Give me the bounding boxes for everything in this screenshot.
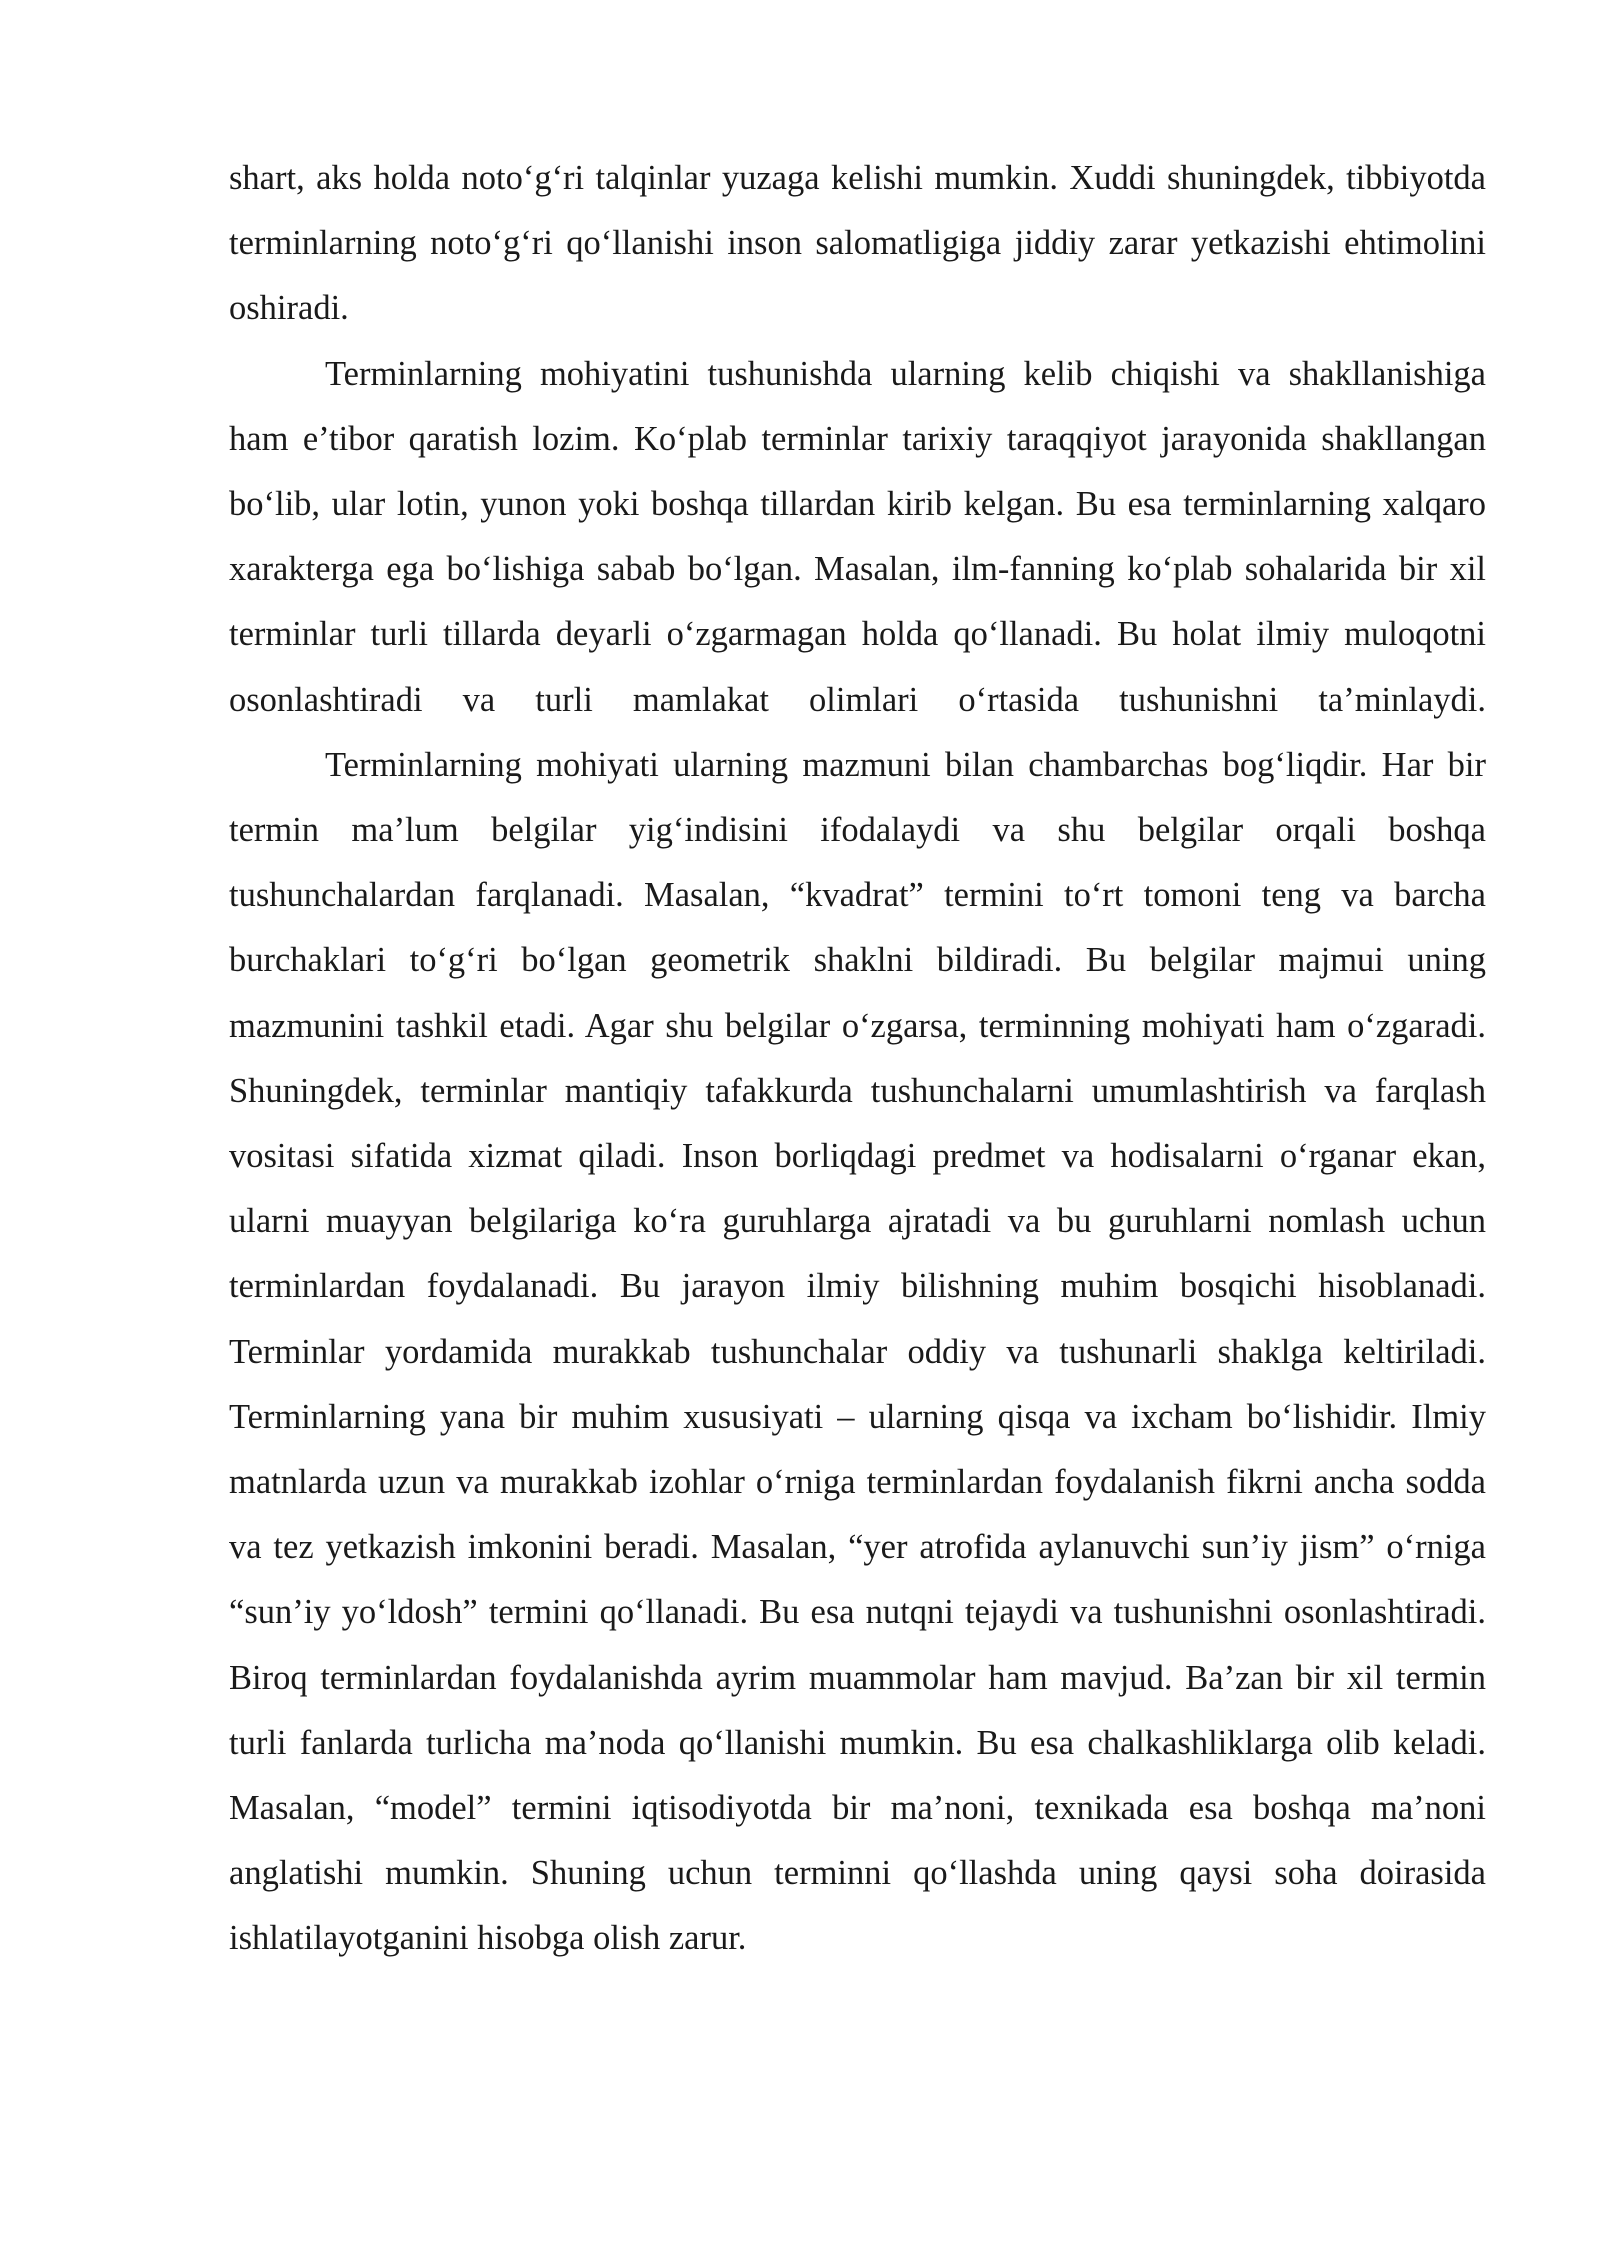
paragraph-terminology-essence: Terminlarning mohiyati ularning mazmuni bilan chambarchas bog‘liqdir. Har bir termin ma’lum belgilar yig‘indisini ifodalaydi va shu belgilar orqali boshqa tushunchalardan farqlanadi. Masalan, “kvadrat” termini to‘rt tomoni teng va barcha burchaklari to‘g‘ri bo‘lgan geometrik shaklni bildiradi. Bu belgilar majmui uning mazmunini tashkil etadi. Agar shu belgilar o‘zgarsa, terminning mohiyati ham o‘zgaradi. Shuningdek, terminlar mantiqiy tafakkurda tushunchalarni umumlashtirish va farqlash vositasi sifatida xizmat qiladi. Inson borliqdagi predmet va hodisalarni o‘rganar ekan, ularni muayyan belgilariga ko‘ra guruhlarga ajratadi va bu guruhlarni nomlash uchun terminlardan foydalanadi. Bu jarayon ilmiy bilishning muhim bosqichi hisoblanadi. Terminlar yordamida murakkab tushunchalar oddiy va tushunarli shaklga keltiriladi. Terminlarning yana bir muhim xususiyati – ularning qisqa va ixcham bo‘lishidir. Ilmiy matnlarda uzun va murakkab izohlar o‘rniga terminlardan foydalanish fikrni ancha sodda va tez yetkazish imkonini beradi. Masalan, “yer atrofida aylanuvchi sun’iy jism” o‘rniga “sun’iy yo‘ldosh” termini qo‘llanadi. Bu esa nutqni tejaydi va tushunishni osonlashtiradi. Biroq terminlardan foydalanishda ayrim muammolar ham mavjud. Ba’zan bir xil termin turli fanlarda turlicha ma’noda qo‘llanishi mumkin. Bu esa chalkashliklarga olib keladi. Masalan, “model” termini iqtisodiyotda bir ma’noni, texnikada esa boshqa ma’noni anglatishi mumkin. Shuning uchun terminni qo‘llashda uning qaysi soha doirasida ishlatilayotganini hisobga olish zarur.	[229, 745, 1486, 1958]
paragraph-continuation: shart, aks holda noto‘g‘ri talqinlar yuzaga kelishi mumkin. Xuddi shuningdek, tibbiyotda terminlarning noto‘g‘ri qo‘llanishi inson salomatligiga jiddiy zarar yetkazishi ehtimolini oshiradi.	[229, 159, 1486, 328]
document-body	[229, 146, 1486, 1972]
paragraph-terminology-origin: Terminlarning mohiyatini tushunishda ularning kelib chiqishi va shakllanishiga ham e’tibor qaratish lozim. Ko‘plab terminlar tarixiy taraqqiyot jarayonida shakllangan bo‘lib, ular lotin, yunon yoki boshqa tillardan kirib kelgan. Bu esa terminlarning xalqaro xarakterga ega bo‘lishiga sabab bo‘lgan. Masalan, ilm-fanning ko‘plab sohalarida bir xil terminlar turli tillarda deyarli o‘zgarmagan holda qo‘llanadi. Bu holat ilmiy muloqotni osonlashtiradi va turli mamlakat olimlari o‘rtasida tushunishni ta’minlaydi.	[229, 354, 1486, 719]
